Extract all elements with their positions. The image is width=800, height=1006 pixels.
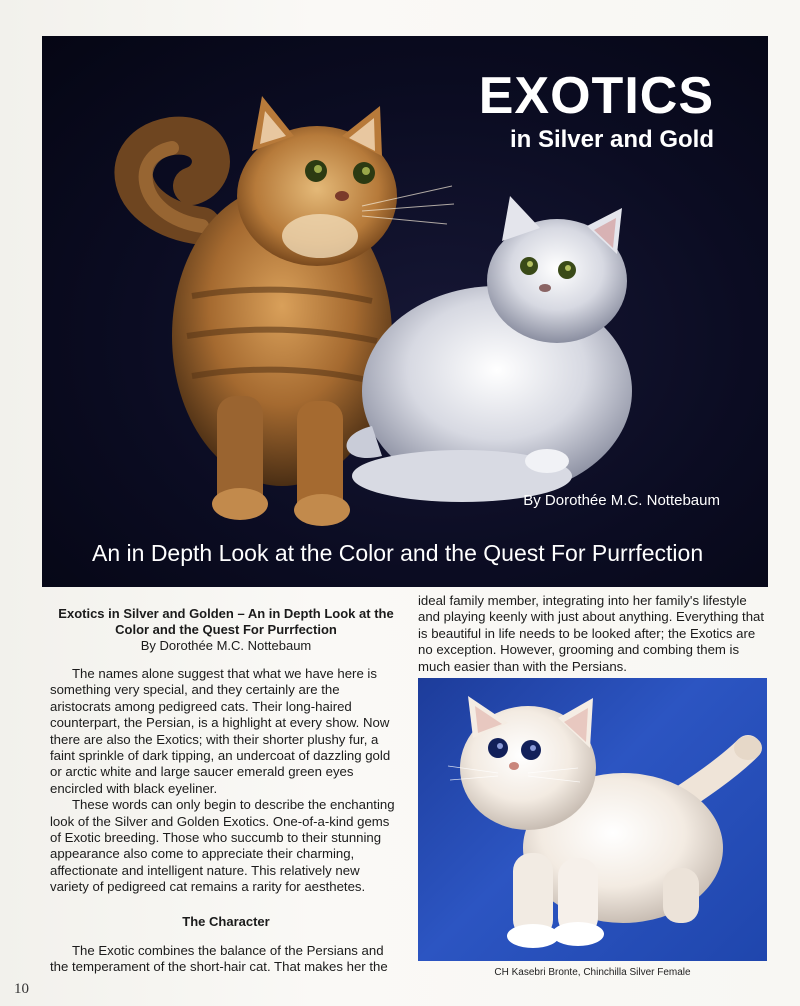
character-paragraph: The Exotic combines the balance of the Persians and the temperament of the short-hair cat. That makes her the [50,942,388,975]
photo-caption: CH Kasebri Bronte, Chinchilla Silver Female [494,967,691,978]
hero-tagline: An in Depth Look at the Color and the Quest For Purrfection [92,540,704,566]
article-paragraph-continued: ideal family member, integrating into her family's lifestyle and playing keenly with just about anything. Everything that is beautiful in life needs to be looked after; the Exotics are no exception. However, grooming and combing them is much easier than with the Persians. [418,593,765,674]
kitten-photo [418,678,767,961]
article-byline: By Dorothée M.C. Nottebaum [140,638,312,653]
hero-byline: By Dorothée M.C. Nottebaum [523,492,720,509]
article-right-column [418,593,770,675]
article-paragraph: These words can only begin to describe the enchanting look of the Silver and Golden Exotics. One-of-a-kind gems of Exotic breeding. Those who succumb to their stunning appearance also come to appreciate their charming, affectionate and intelligent nature. This relatively new variety of pedigreed cat remains a rarity for aesthetes. [50,797,395,895]
white-kitten-illustration [418,678,767,961]
article-headline: Exotics in Silver and Golden – An in Depth Look at the Color and the Quest For Purrfection [58,606,394,637]
hero-photo [42,36,768,587]
article-left-column [50,606,402,976]
hero-subtitle: in Silver and Gold [509,126,714,153]
page-number: 10 [14,981,29,997]
section-heading-character: The Character [182,913,270,929]
hero-title: EXOTICS [478,67,714,125]
article-paragraph: The names alone suggest that what we have here is something very special, and they certainly are the aristocrats among pedigreed cats. Their long-haired counterpart, the Persian, is a highlight at every show. Now there are also the Exotics; with their shorter plushy fur, a faint sprinkle of dark tipping, an undercoat of dazzling gold or arctic white and large saucer emerald green eyes encircled with black eyeliner. [50,666,391,796]
